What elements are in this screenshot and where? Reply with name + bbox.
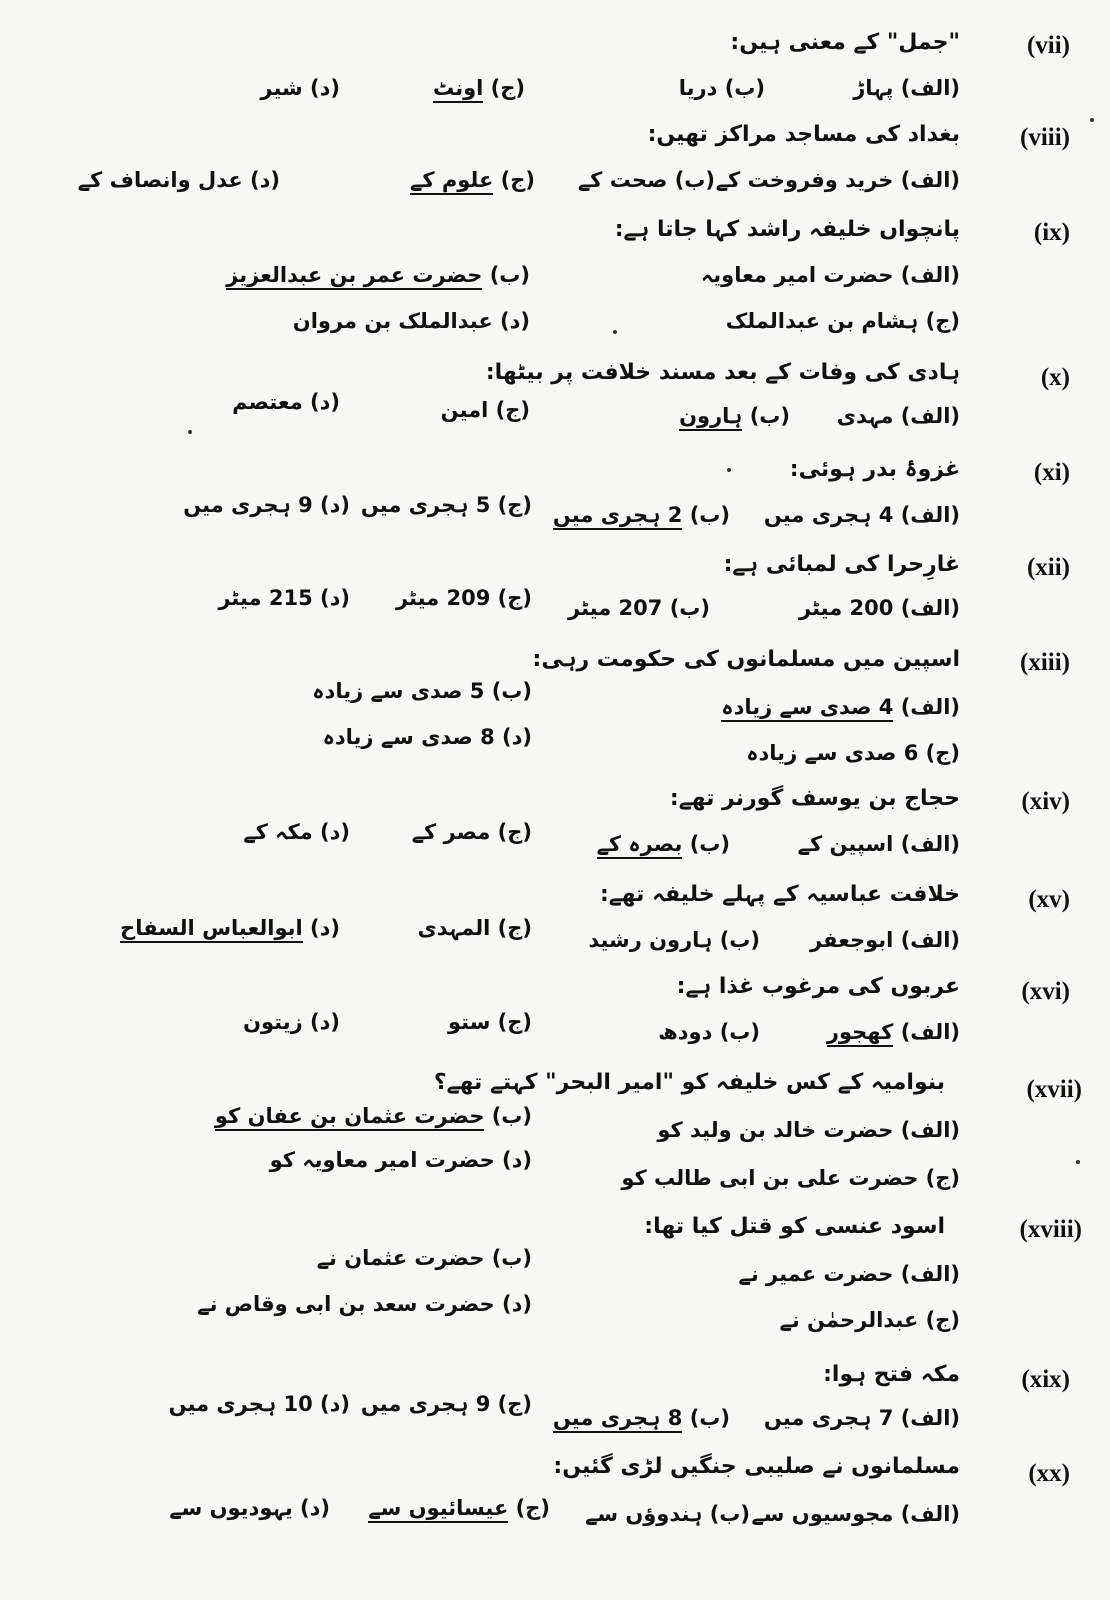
option-c <box>396 586 532 610</box>
question-number: (xi) <box>1033 459 1070 486</box>
option-text: ہشام بن عبدالملک <box>725 309 919 333</box>
option-d <box>183 493 350 517</box>
option-label: (ج) <box>500 168 535 192</box>
option-a <box>827 1020 960 1044</box>
question-number: (ix) <box>1033 219 1070 246</box>
option-text: 5 صدی سے زیادہ <box>312 679 485 703</box>
option-label: (ج) <box>497 820 532 844</box>
option-label: (ب) <box>719 1020 760 1044</box>
option-label: (ب) <box>749 404 790 428</box>
option-b <box>215 1104 532 1128</box>
option-text: زیتون <box>243 1010 303 1034</box>
option-label: (ج) <box>925 309 960 333</box>
question-stem: بنوامیہ کے کس خلیفہ کو "امیر البحر" کہتے تھے؟ <box>433 1070 945 1095</box>
option-text: ابوجعفر <box>809 928 894 952</box>
option-c <box>412 820 532 844</box>
question-stem: اسپین میں مسلمانوں کی حکومت رہی: <box>532 647 960 672</box>
option-label: (ب) <box>491 1104 532 1128</box>
option-text-correct: ہارون <box>679 404 742 431</box>
option-label: (الف) <box>900 1118 960 1142</box>
option-d <box>243 820 350 844</box>
scan-speck <box>613 330 617 334</box>
option-text: دریا <box>678 76 718 100</box>
option-text: 209 میٹر <box>395 586 491 610</box>
option-c <box>361 1392 532 1416</box>
option-label: (ب) <box>491 679 532 703</box>
option-text-correct: اونٹ <box>433 76 483 103</box>
option-text: عبدالرحمٰن نے <box>779 1308 919 1332</box>
option-d <box>120 916 340 940</box>
option-text: مکہ کے <box>243 820 313 844</box>
option-text-correct: 2 ہجری میں <box>553 503 682 530</box>
question-number: (xv) <box>1028 886 1070 913</box>
option-text-correct: عیسائیوں سے <box>368 1496 508 1523</box>
scan-speck <box>188 430 192 434</box>
option-a <box>837 404 960 428</box>
question-stem: غارِحرا کی لمبائی ہے: <box>723 552 960 577</box>
option-d <box>270 1148 532 1172</box>
option-label: (ج) <box>497 1010 532 1034</box>
option-c <box>726 309 960 333</box>
option-c <box>433 76 525 100</box>
option-text: مجوسیوں سے <box>751 1502 894 1526</box>
question-number: (x) <box>1040 364 1070 391</box>
option-c <box>621 1166 960 1190</box>
option-label: (الف) <box>900 263 960 287</box>
option-b <box>585 1502 750 1526</box>
option-label: (ب) <box>669 596 710 620</box>
option-text: حضرت امیر معاویہ کو <box>269 1148 495 1172</box>
option-d <box>260 76 340 100</box>
option-b <box>317 1246 532 1270</box>
option-b <box>553 1406 730 1430</box>
option-label: (د) <box>300 1496 330 1520</box>
option-text: حضرت سعد بن ابی وقاص نے <box>197 1292 495 1316</box>
option-label: (ب) <box>719 928 760 952</box>
question-stem: حجاج بن یوسف گورنر تھے: <box>669 786 960 811</box>
question-stem: ہادی کی وفات کے بعد مسند خلافت پر بیٹھا: <box>485 360 960 385</box>
option-text: مہدی <box>836 404 894 428</box>
question-number: (xiv) <box>1021 788 1070 815</box>
option-label: (ج) <box>515 1496 550 1520</box>
option-c <box>361 493 532 517</box>
question-number: (xii) <box>1026 554 1070 581</box>
option-text: معتصم <box>232 390 303 414</box>
question-number: (xvii) <box>1026 1076 1082 1103</box>
option-text: 5 ہجری میں <box>360 493 491 517</box>
option-label: (د) <box>250 168 280 192</box>
option-a <box>810 928 960 952</box>
option-a <box>721 695 960 719</box>
option-text-correct: بصرہ کے <box>597 832 683 859</box>
option-text: شیر <box>260 76 303 100</box>
option-b <box>597 832 730 856</box>
option-label: (الف) <box>900 832 960 856</box>
option-text: مصر کے <box>411 820 491 844</box>
option-text: المہدی <box>417 916 491 940</box>
option-label: (د) <box>502 725 532 749</box>
option-text: حضرت علی بن ابی طالب کو <box>621 1166 919 1190</box>
option-c <box>746 741 960 765</box>
option-text: حضرت خالد بن ولید کو <box>657 1118 894 1142</box>
question-number: (viii) <box>1020 124 1070 151</box>
question-number: (vii) <box>1026 32 1070 59</box>
option-text: خرید وفروخت کے <box>715 168 894 192</box>
option-a <box>764 1406 960 1430</box>
option-text: حضرت امیر معاویہ <box>700 263 894 287</box>
option-label: (ج) <box>497 586 532 610</box>
option-d <box>169 1496 330 1520</box>
option-text-correct: ابوالعباس السفاح <box>120 916 303 943</box>
option-label: (ب) <box>674 168 715 192</box>
option-label: (ب) <box>709 1502 750 1526</box>
option-c <box>410 168 535 192</box>
option-label: (ج) <box>497 1392 532 1416</box>
question-number: (xx) <box>1028 1460 1070 1487</box>
option-label: (ب) <box>689 1406 730 1430</box>
option-label: (الف) <box>900 168 960 192</box>
option-label: (د) <box>320 586 350 610</box>
option-b <box>658 1020 760 1044</box>
option-label: (د) <box>502 1292 532 1316</box>
question-stem: غزوۂ بدر ہوئی: <box>789 457 960 482</box>
option-label: (الف) <box>900 76 960 100</box>
option-label: (ب) <box>689 503 730 527</box>
option-text: 6 صدی سے زیادہ <box>746 741 919 765</box>
option-text: امین <box>440 398 489 422</box>
option-a <box>657 1118 960 1142</box>
option-label: (الف) <box>900 1406 960 1430</box>
option-label: (د) <box>320 1392 350 1416</box>
option-text: 9 ہجری میں <box>183 493 313 517</box>
option-c <box>780 1308 960 1332</box>
option-a <box>798 832 960 856</box>
question-number: (xvi) <box>1021 978 1070 1005</box>
option-label: (ب) <box>724 76 765 100</box>
option-b <box>588 928 760 952</box>
option-text-correct: کھجور <box>827 1020 893 1047</box>
option-text-correct: 8 ہجری میں <box>553 1406 682 1433</box>
option-d <box>169 1392 350 1416</box>
scan-speck <box>727 468 731 472</box>
option-text: ستو <box>447 1010 491 1034</box>
option-text-correct: حضرت عمر بن عبدالعزیز <box>226 263 482 290</box>
option-label: (ب) <box>689 832 730 856</box>
option-label: (الف) <box>900 1020 960 1044</box>
option-c <box>368 1496 550 1520</box>
question-stem: اسود عنسی کو قتل کیا تھا: <box>644 1214 945 1239</box>
option-text: 7 ہجری میں <box>763 1406 894 1430</box>
option-label: (د) <box>500 309 530 333</box>
option-label: (د) <box>310 76 340 100</box>
option-label: (ج) <box>495 398 530 422</box>
question-number: (xviii) <box>1019 1216 1082 1243</box>
question-stem: "جمل" کے معنی ہیں: <box>730 30 960 55</box>
option-b <box>578 168 715 192</box>
option-a <box>701 263 960 287</box>
option-b <box>679 404 790 428</box>
option-a <box>739 1262 960 1286</box>
option-label: (ج) <box>490 76 525 100</box>
option-label: (د) <box>310 390 340 414</box>
option-label: (د) <box>502 1148 532 1172</box>
question-stem: عربوں کی مرغوب غذا ہے: <box>676 974 960 999</box>
option-d <box>218 586 350 610</box>
option-b <box>553 503 730 527</box>
option-d <box>232 390 340 414</box>
option-text: 200 میٹر <box>799 596 894 620</box>
option-text-correct: حضرت عثمان بن عفان کو <box>215 1104 484 1131</box>
option-label: (د) <box>310 1010 340 1034</box>
option-label: (الف) <box>900 1262 960 1286</box>
option-a <box>853 76 960 100</box>
option-a <box>799 596 960 620</box>
option-text: ہندوؤں سے <box>585 1502 703 1526</box>
option-text: 8 صدی سے زیادہ <box>322 725 495 749</box>
question-stem: بغداد کی مساجد مراکز تھیں: <box>647 122 960 147</box>
option-d <box>243 1010 340 1034</box>
option-c <box>418 916 533 940</box>
option-label: (الف) <box>900 695 960 719</box>
option-label: (الف) <box>900 596 960 620</box>
option-text: حضرت عثمان نے <box>316 1246 485 1270</box>
question-stem: مکہ فتح ہوا: <box>823 1362 960 1387</box>
option-text: ہارون رشید <box>588 928 713 952</box>
option-c <box>441 398 530 422</box>
question-stem: پانچواں خلیفہ راشد کہا جاتا ہے: <box>614 217 960 242</box>
option-a <box>716 168 960 192</box>
option-label: (ج) <box>497 493 532 517</box>
option-label: (ج) <box>925 1166 960 1190</box>
option-text-correct: 4 صدی سے زیادہ <box>721 695 893 722</box>
option-b <box>226 263 530 287</box>
option-label: (الف) <box>900 928 960 952</box>
option-label: (الف) <box>900 1502 960 1526</box>
question-number: (xiii) <box>1020 649 1070 676</box>
option-b <box>312 679 532 703</box>
scan-speck <box>1076 1160 1080 1164</box>
option-text-correct: علوم کے <box>410 168 493 195</box>
option-d <box>78 168 280 192</box>
option-text: پہاڑ <box>853 76 894 100</box>
option-text: حضرت عمیر نے <box>738 1262 894 1286</box>
option-text: 10 ہجری میں <box>168 1392 313 1416</box>
option-text: یہودیوں سے <box>169 1496 293 1520</box>
option-a <box>752 1502 961 1526</box>
option-text: 207 میٹر <box>568 596 663 620</box>
option-b <box>568 596 710 620</box>
option-text: دودھ <box>658 1020 713 1044</box>
option-text: اسپین کے <box>797 832 894 856</box>
option-text: عدل وانصاف کے <box>77 168 243 192</box>
option-label: (ب) <box>491 1246 532 1270</box>
option-label: (ب) <box>489 263 530 287</box>
option-label: (الف) <box>900 404 960 428</box>
option-label: (ج) <box>925 1308 960 1332</box>
option-text: 4 ہجری میں <box>763 503 894 527</box>
option-label: (د) <box>320 493 350 517</box>
option-text: عبدالملک بن مروان <box>292 309 493 333</box>
option-d <box>197 1292 532 1316</box>
option-c <box>448 1010 532 1034</box>
option-d <box>293 309 530 333</box>
option-label: (د) <box>320 820 350 844</box>
question-stem: مسلمانوں نے صلیبی جنگیں لڑی گئیں: <box>553 1454 960 1479</box>
question-stem: خلافت عباسیہ کے پہلے خلیفہ تھے: <box>599 882 960 907</box>
scan-speck <box>1090 118 1094 122</box>
option-b <box>679 76 765 100</box>
option-text: 215 میٹر <box>218 586 313 610</box>
option-a <box>764 503 960 527</box>
option-label: (ج) <box>925 741 960 765</box>
question-number: (xix) <box>1021 1366 1070 1393</box>
option-text: صحت کے <box>577 168 668 192</box>
option-label: (ج) <box>497 916 532 940</box>
option-d <box>323 725 532 749</box>
option-label: (الف) <box>900 503 960 527</box>
option-label: (د) <box>310 916 340 940</box>
option-text: 9 ہجری میں <box>360 1392 491 1416</box>
